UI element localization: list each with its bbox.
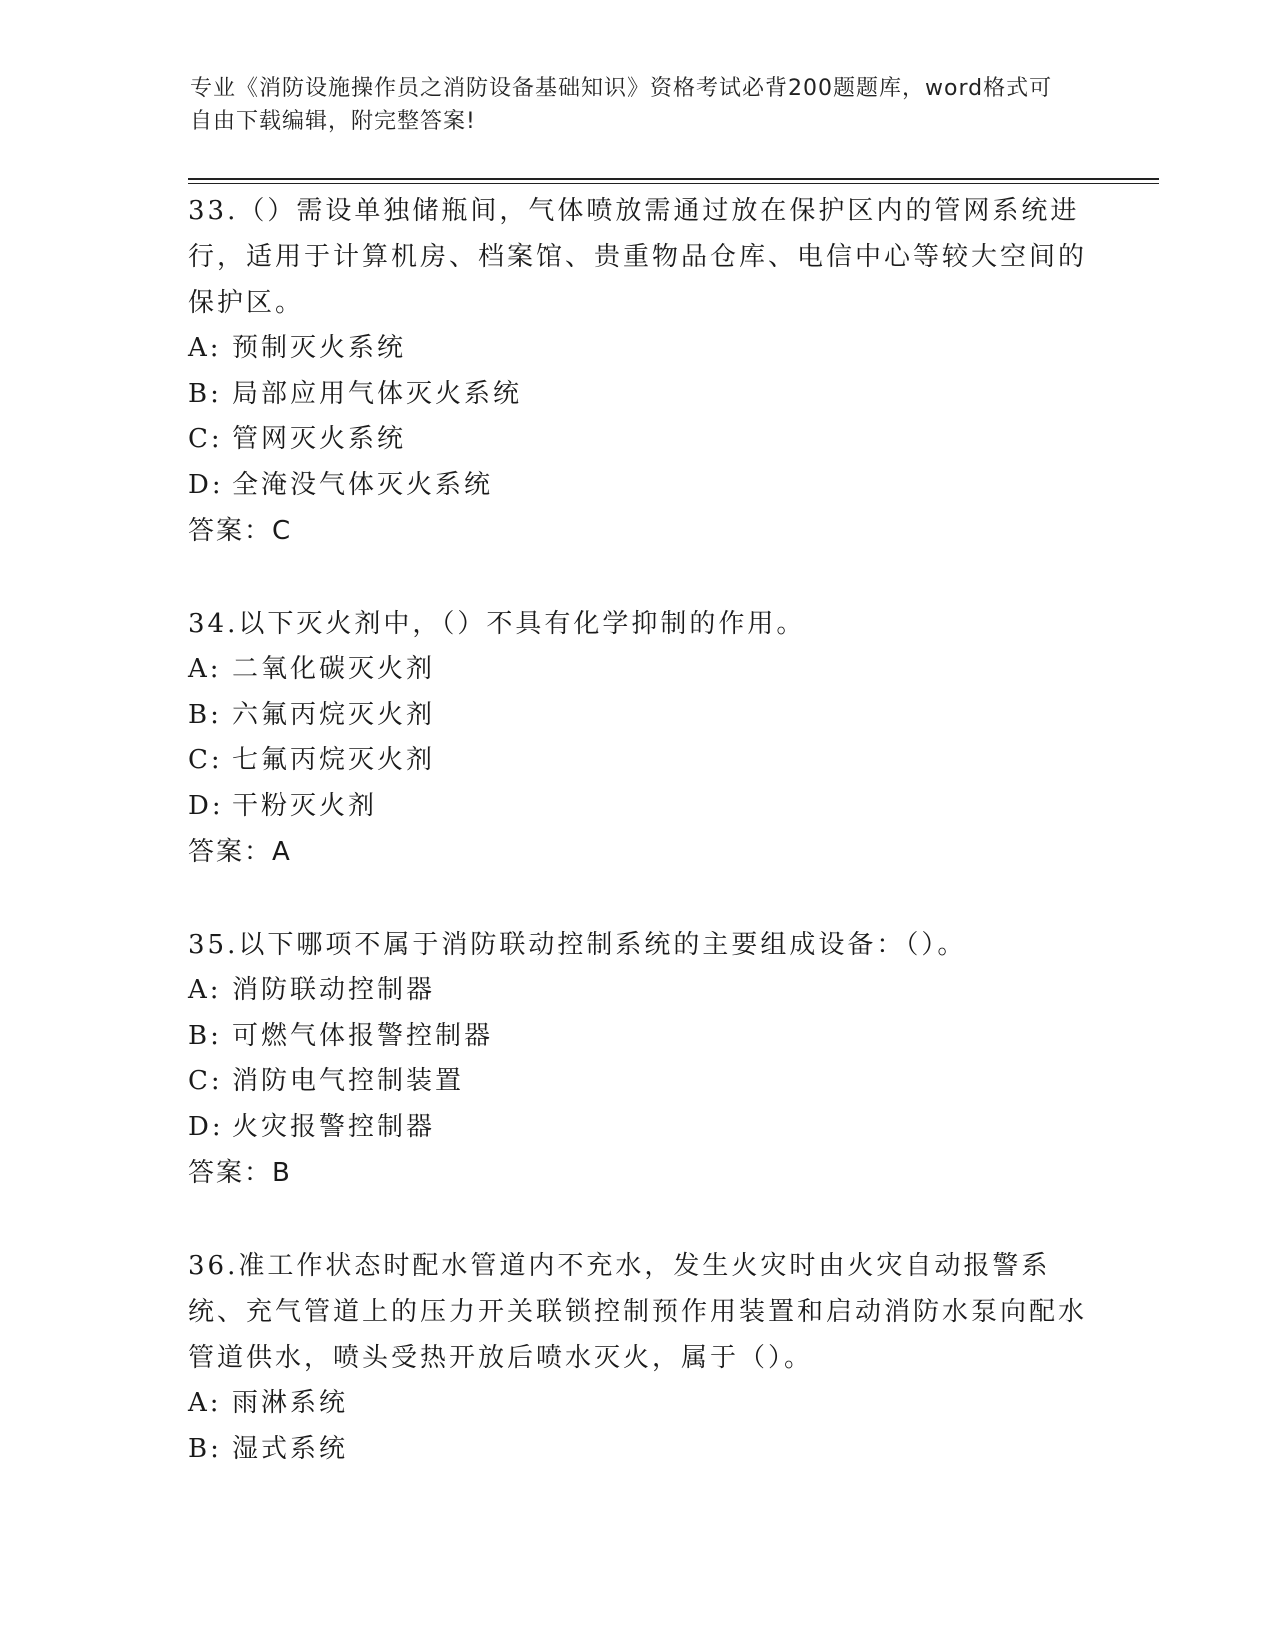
option-a — [188, 968, 1088, 1014]
option-d — [188, 463, 1088, 509]
option-text: 消防电气控制装置 — [232, 1066, 465, 1096]
option-letter: C: — [188, 1066, 223, 1096]
option-b — [188, 1014, 1088, 1060]
option-c — [188, 417, 1088, 463]
question-spacer — [188, 1196, 1088, 1243]
header-rule-thick — [188, 178, 1159, 180]
option-letter: B: — [188, 378, 222, 409]
option-text: 雨淋系统 — [232, 1388, 349, 1418]
option-text: 可燃气体报警控制器 — [232, 1020, 494, 1051]
option-letter: A: — [188, 1388, 222, 1418]
option-text: 消防联动控制器 — [232, 975, 436, 1005]
option-text: 火灾报警控制器 — [232, 1111, 436, 1142]
question-34 — [188, 601, 1088, 875]
option-c — [188, 738, 1088, 784]
option-c — [188, 1059, 1088, 1105]
question-stem: 33.（）需设单独储瓶间，气体喷放需通过放在保护区内的管网系统进行，适用于计算机房、档案馆、贵重物品仓库、电信中心等较大空间的保护区。 — [188, 196, 1088, 318]
answer-line: 答案：B — [188, 1158, 292, 1188]
option-letter: B: — [188, 699, 222, 730]
option-text: 湿式系统 — [232, 1433, 349, 1464]
question-stem: 34.以下灭火剂中，（）不具有化学抑制的作用。 — [188, 609, 806, 639]
option-a — [188, 326, 1088, 372]
option-letter: C: — [188, 745, 223, 775]
question-stem: 36.准工作状态时配水管道内不充水，发生火灾时由火灾自动报警系统、充气管道上的压力开关联锁控制预作用装置和启动消防水泵向配水管道供水，喷头受热开放后喷水灭火，属于（）。 — [188, 1251, 1088, 1373]
option-text: 六氟丙烷灭火剂 — [232, 699, 436, 730]
option-letter: A: — [188, 333, 222, 363]
question-35 — [188, 922, 1088, 1196]
question-spacer — [188, 875, 1088, 922]
option-b — [188, 693, 1088, 739]
option-text: 全淹没气体灭火系统 — [232, 469, 494, 500]
option-letter: D: — [188, 790, 224, 821]
option-a — [188, 647, 1088, 693]
option-text: 二氧化碳灭火剂 — [232, 654, 436, 684]
header-rule-thin — [188, 183, 1159, 184]
question-33 — [188, 188, 1088, 554]
option-letter: A: — [188, 975, 222, 1005]
option-b — [188, 372, 1088, 418]
option-d — [188, 1105, 1088, 1151]
option-b — [188, 1427, 1088, 1473]
option-text: 管网灭火系统 — [232, 424, 407, 454]
option-letter: A: — [188, 654, 222, 684]
option-a — [188, 1381, 1088, 1427]
document-header: 专业《消防设施操作员之消防设备基础知识》资格考试必背200题题库，word格式可自由下载编辑，附完整答案! — [190, 76, 1053, 134]
option-d — [188, 784, 1088, 830]
question-list — [188, 188, 1088, 1472]
option-letter: B: — [188, 1433, 222, 1464]
option-letter: D: — [188, 1111, 224, 1142]
option-text: 局部应用气体灭火系统 — [232, 378, 523, 409]
option-letter: C: — [188, 424, 223, 454]
option-letter: B: — [188, 1020, 222, 1051]
option-text: 预制灭火系统 — [232, 333, 407, 363]
option-letter: D: — [188, 469, 224, 500]
answer-line: 答案：A — [188, 837, 292, 867]
answer-line: 答案：C — [188, 516, 293, 546]
option-text: 干粉灭火剂 — [232, 790, 378, 821]
question-36 — [188, 1243, 1088, 1472]
question-spacer — [188, 554, 1088, 601]
question-stem: 35.以下哪项不属于消防联动控制系统的主要组成设备：（）。 — [188, 930, 967, 960]
option-text: 七氟丙烷灭火剂 — [232, 745, 436, 775]
